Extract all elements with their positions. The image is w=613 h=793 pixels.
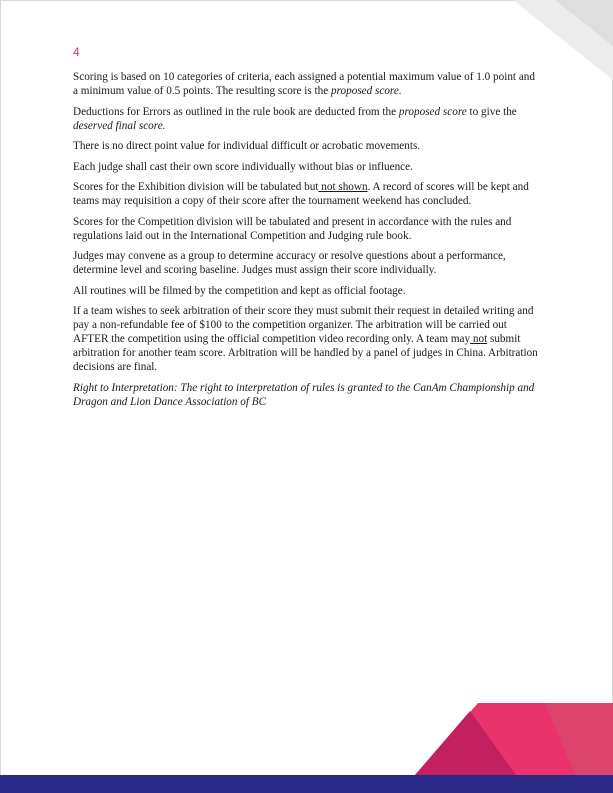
paragraph-text: proposed score. <box>331 85 402 97</box>
paragraph-text: Scoring is based on 10 categories of criteria, each assigned a potential maximum value of 1.0 point and a minimum value of 0.5 points. The resulting score is the <box>73 71 535 97</box>
page-number: 4 <box>73 45 80 59</box>
paragraph <box>73 70 541 98</box>
paragraph <box>73 160 541 174</box>
paragraph-text: If a team wishes to seek arbitration of their score they must submit their request in detailed writing and pay a non-refundable fee of $100 to the competition organizer. The arbitration will be carried out AFTER the competition using the official competition video recording only. A team may <box>73 305 534 345</box>
paragraph-text: to give the <box>466 105 517 118</box>
paragraph-text: submit arbitration for another team score. Arbitration will be handled by a panel of judges in China. Arbitration decisions are final. <box>73 333 538 373</box>
paragraph <box>73 180 541 208</box>
paragraph-text: Each judge shall cast their own score individually without bias or influence. <box>73 160 413 173</box>
paragraph <box>73 304 541 374</box>
paragraph-text: There is no direct point value for individual difficult or acrobatic movements. <box>73 140 421 152</box>
paragraph <box>73 139 541 153</box>
footer-decoration <box>0 703 613 793</box>
paragraph-text: Judges may convene as a group to determine accuracy or resolve questions about a performance, determine level and scoring baseline. Judges must assign their score individually. <box>73 250 506 276</box>
paragraph <box>73 215 541 243</box>
paragraph-text: Scores for the Competition division will be tabulated and present in accordance with the rules and regulations laid out in the International Competition and Judging rule book. <box>73 215 512 242</box>
paragraph-text: Right to Interpretation: The right to interpretation of rules is granted to the CanAm Championship and Dragon and Lion Dance Association of BC <box>73 381 535 408</box>
footer-bar <box>0 775 613 793</box>
paragraph-text: . A record of scores will be kept and teams may requisition a copy of their score after the tournament weekend has concluded. <box>73 181 529 207</box>
corner-decoration <box>513 0 613 80</box>
paragraph-text: not <box>470 333 488 345</box>
paragraph <box>73 249 541 277</box>
paragraph-text: Scores for the Exhibition division will be tabulated but <box>73 181 319 193</box>
paragraph-text: not shown <box>318 181 368 193</box>
paragraph-text: Deductions for Errors as outlined in the rule book are deducted from the <box>73 105 399 118</box>
paragraph-text: All routines will be filmed by the competition and kept as official footage. <box>73 284 406 297</box>
paragraph <box>73 105 541 133</box>
paragraph <box>73 381 541 409</box>
paragraph-text: deserved final score. <box>73 119 166 132</box>
document-body <box>73 70 541 415</box>
paragraph <box>73 284 541 298</box>
paragraph-text: proposed score <box>398 105 467 118</box>
